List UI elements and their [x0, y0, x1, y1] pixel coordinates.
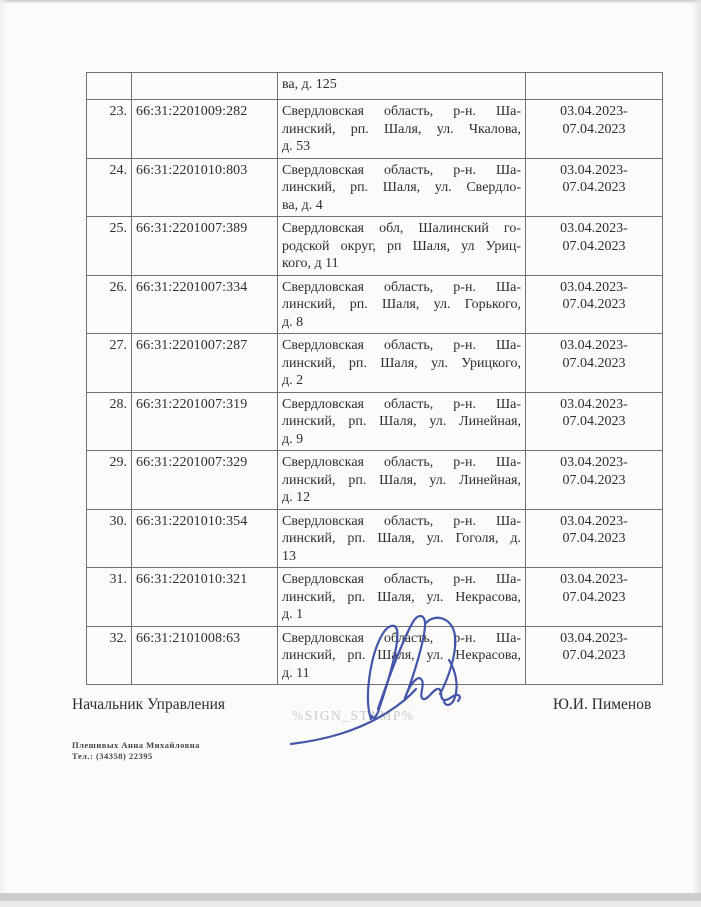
address-cell: Свердловская область, р-н. Ша- линский, рп. Шаля, ул. Гоголя, д. 13: [278, 509, 526, 568]
table-row: [87, 275, 663, 334]
address-cell: Свердловская область, р-н. Ша- линский, рп. Шаля, ул. Некрасова, д. 1: [278, 568, 526, 627]
table-row: [87, 509, 663, 568]
period-cell: 03.04.2023- 07.04.2023: [526, 334, 663, 393]
cadastral-cell: 66:31:2201010:803: [132, 158, 278, 217]
address-cell: Свердловская обл, Шалинский го- родской округ, рп Шаля, ул Уриц- кого, д 11: [278, 217, 526, 276]
period-cell: 03.04.2023- 07.04.2023: [526, 451, 663, 510]
cadastral-cell: 66:31:2201010:321: [132, 568, 278, 627]
position-title: Начальник Управления: [72, 696, 226, 713]
row-number-cell: 30.: [87, 509, 132, 568]
table-row: [87, 334, 663, 393]
row-number-cell: 32.: [87, 626, 132, 685]
cadastral-cell: 66:31:2101008:63: [132, 626, 278, 685]
scan-edge-bottom: [0, 893, 701, 901]
address-cell: Свердловская область, р-н. Ша- линский, рп. Шаля, ул. Горького, д. 8: [278, 275, 526, 334]
parcel-table: [86, 72, 663, 685]
cadastral-cell: 66:31:2201007:319: [132, 392, 278, 451]
period-cell: [526, 73, 663, 100]
row-number-cell: 25.: [87, 217, 132, 276]
scan-edge-left: [0, 0, 8, 907]
table-row: [87, 626, 663, 685]
cadastral-cell: 66:31:2201007:287: [132, 334, 278, 393]
address-cell: ва, д. 125: [278, 73, 526, 100]
carryover-row: [87, 73, 663, 100]
address-cell: Свердловская область, р-н. Ша- линский, рп. Шаля, ул. Урицкого, д. 2: [278, 334, 526, 393]
period-cell: 03.04.2023- 07.04.2023: [526, 509, 663, 568]
cadastral-cell: 66:31:2201009:282: [132, 100, 278, 159]
scan-edge-top: [0, 0, 701, 4]
cadastral-cell: 66:31:2201007:389: [132, 217, 278, 276]
row-number-cell: [87, 73, 132, 100]
period-cell: 03.04.2023- 07.04.2023: [526, 100, 663, 159]
period-cell: 03.04.2023- 07.04.2023: [526, 275, 663, 334]
table-row: [87, 451, 663, 510]
address-cell: Свердловская область, р-н. Ша- линский, рп. Шаля, ул. Свердло- ва, д. 4: [278, 158, 526, 217]
row-number-cell: 29.: [87, 451, 132, 510]
row-number-cell: 23.: [87, 100, 132, 159]
table-row: [87, 217, 663, 276]
address-cell: Свердловская область, р-н. Ша- линский, рп. Шаля, ул. Чкалова, д. 53: [278, 100, 526, 159]
cadastral-cell: 66:31:2201007:334: [132, 275, 278, 334]
contact-info: [72, 740, 200, 761]
period-cell: 03.04.2023- 07.04.2023: [526, 626, 663, 685]
address-cell: Свердловская область, р-н. Ша- линский, рп. Шаля, ул. Линейная, д. 9: [278, 392, 526, 451]
table-row: [87, 158, 663, 217]
table-row: [87, 568, 663, 627]
row-number-cell: 27.: [87, 334, 132, 393]
cadastral-cell: [132, 73, 278, 100]
period-cell: 03.04.2023- 07.04.2023: [526, 217, 663, 276]
contact-phone: Тел.: (34358) 22395: [72, 750, 153, 761]
row-number-cell: 31.: [87, 568, 132, 627]
period-cell: 03.04.2023- 07.04.2023: [526, 568, 663, 627]
address-cell: Свердловская область, р-н. Ша- линский, рп. Шаля, ул. Линейная, д. 12: [278, 451, 526, 510]
scan-edge-right: [692, 0, 701, 907]
table-row: [87, 392, 663, 451]
row-number-cell: 26.: [87, 275, 132, 334]
scan-edge-bottom-light: [0, 901, 701, 907]
row-number-cell: 28.: [87, 392, 132, 451]
table-row: [87, 100, 663, 159]
signatory-name: Ю.И. Пименов: [553, 696, 652, 713]
period-cell: 03.04.2023- 07.04.2023: [526, 158, 663, 217]
row-number-cell: 24.: [87, 158, 132, 217]
contact-person: Плешивых Анна Михайловна: [72, 740, 200, 750]
address-cell: Свердловская область, р-н. Ша- линский, рп. Шаля, ул. Некрасова, д. 11: [278, 626, 526, 685]
cadastral-cell: 66:31:2201007:329: [132, 451, 278, 510]
table-body: [87, 73, 663, 685]
period-cell: 03.04.2023- 07.04.2023: [526, 392, 663, 451]
cadastral-cell: 66:31:2201010:354: [132, 509, 278, 568]
sign-stamp-placeholder: %SIGN_STAMP%: [292, 708, 415, 723]
